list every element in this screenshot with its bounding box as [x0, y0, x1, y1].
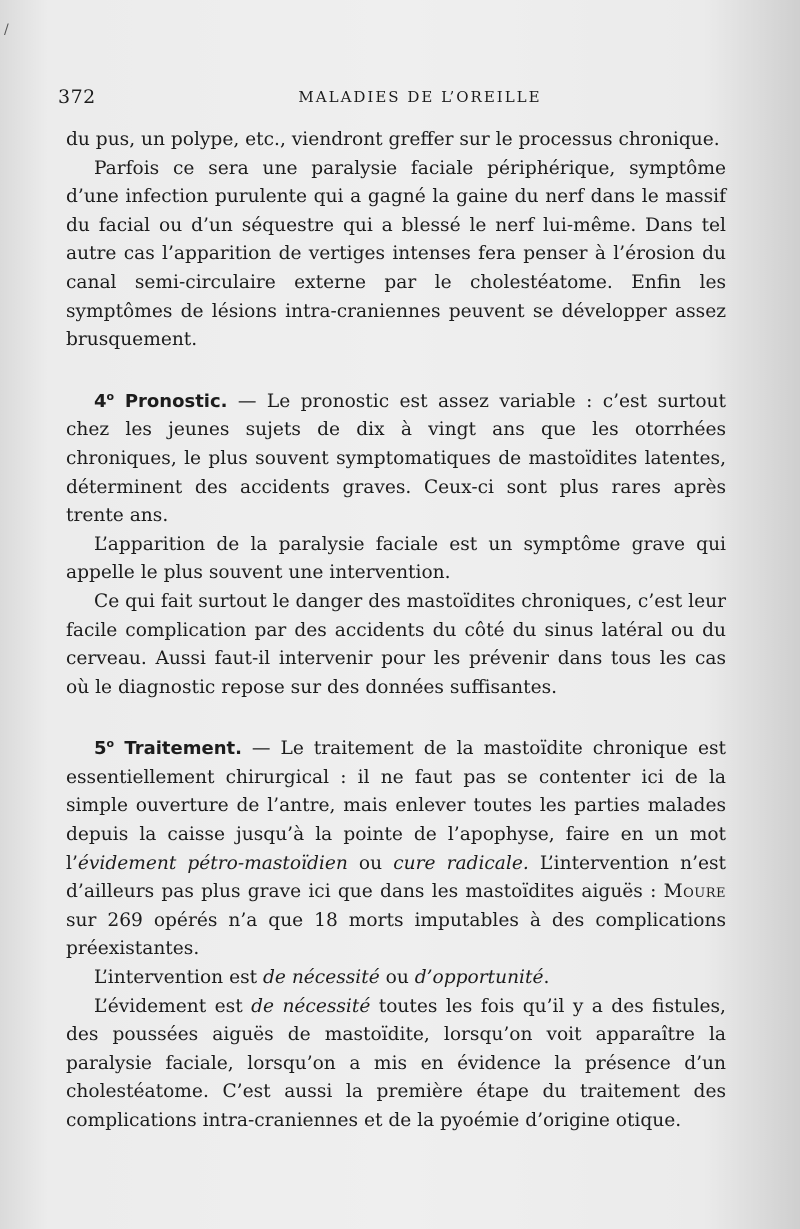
paragraph-text: . [543, 967, 550, 989]
paragraph-evidement [66, 993, 726, 1136]
heading-number: 5 [94, 738, 107, 760]
paragraph-text: L’intervention est [94, 967, 263, 989]
paragraph-continuation: du pus, un polype, etc., viendront greffer sur le processus chronique. [66, 129, 720, 150]
margin-mark: / [4, 22, 9, 38]
section-heading-pronostic [94, 391, 227, 412]
heading-degree: o [106, 737, 115, 751]
emphasis: évidement pétro-mastoïdien [77, 852, 348, 874]
heading-degree: o [106, 389, 115, 403]
paragraph-intervention [66, 964, 726, 993]
author-name: Moure [663, 881, 726, 903]
paragraph-text: ou [379, 967, 415, 989]
paragraph-danger: Ce qui fait surtout le danger des mastoïdites chroniques, c’est leur facile complication par des accidents du côté du sinus latéral ou du cerveau. Aussi faut-il intervenir pour les prévenir dans tous les cas où le diagnostic repose sur des données suffisantes. [66, 590, 726, 698]
emphasis: d’opportunité [414, 967, 544, 989]
emphasis: cure radicale. [393, 852, 529, 874]
paragraph-text: sur 269 opérés n’a que 18 morts imputables à des complications préexistantes. [66, 909, 726, 960]
section-traitement [66, 730, 726, 964]
heading-label: Pronostic. [124, 390, 228, 412]
emphasis: de nécessité [263, 967, 380, 989]
page-body [66, 126, 726, 1136]
page-number: 372 [58, 86, 96, 108]
heading-label: Traitement. [124, 738, 242, 760]
page-header [58, 86, 722, 112]
paragraph-text: — Le pronostic est assez variable : c’est surtout chez les jeunes sujets de dix à vingt ans que les otorrhées chroniques, le plus souvent symptomatiques de mastoïdites latentes, déterminent des accidents graves. Ceux-ci sont plus rares après trente ans. [66, 390, 726, 527]
section-pronostic [66, 383, 726, 531]
emphasis: de nécessité [251, 995, 371, 1017]
paragraph-paralysie: L’apparition de la paralysie faciale est un symptôme grave qui appelle le plus souvent une intervention. [66, 533, 726, 584]
paragraph-text: — Le traitement de la mastoïdite chronique est essentiellement chirurgical : il ne faut pas se contenter ici de la simple ouverture de l’antre, mais enlever toutes les parties malades depuis la caisse jusqu’à la pointe de l’apophyse, faire en un mot l’ [66, 738, 726, 874]
section-heading-traitement [94, 738, 242, 759]
paragraph-text: ou [347, 852, 394, 874]
heading-number: 4 [94, 390, 107, 412]
paragraph-text: L’évidement est [94, 995, 252, 1017]
running-title: MALADIES DE L’OREILLE [298, 88, 542, 106]
paragraph-symptoms: Parfois ce sera une paralysie faciale périphérique, symptôme d’une infection purulente qui a gagné la gaine du nerf dans le massif du facial ou d’un séquestre qui a blessé le nerf lui-même. Dans tel autre cas l’apparition de vertiges intenses fera penser à l’érosion du canal semi-circulaire externe par le cholestéatome. Enfin les symptômes de lésions intra-craniennes peuvent se développer assez brusquement. [66, 157, 726, 351]
paragraph-text: toutes les fois qu’il y a des fistules, des poussées aiguës de mastoïdite, lorsqu’on voit apparaître la paralysie faciale, lorsqu’on a mis en évidence la présence d’un cholestéatome. C’est aussi la première étape du traitement des complications intra-craniennes et de la pyoémie d’origine otique. [66, 995, 726, 1131]
paragraph-text: L’intervention n’est d’ailleurs pas plus grave ici que dans les mastoïdites aiguës : [66, 852, 727, 903]
